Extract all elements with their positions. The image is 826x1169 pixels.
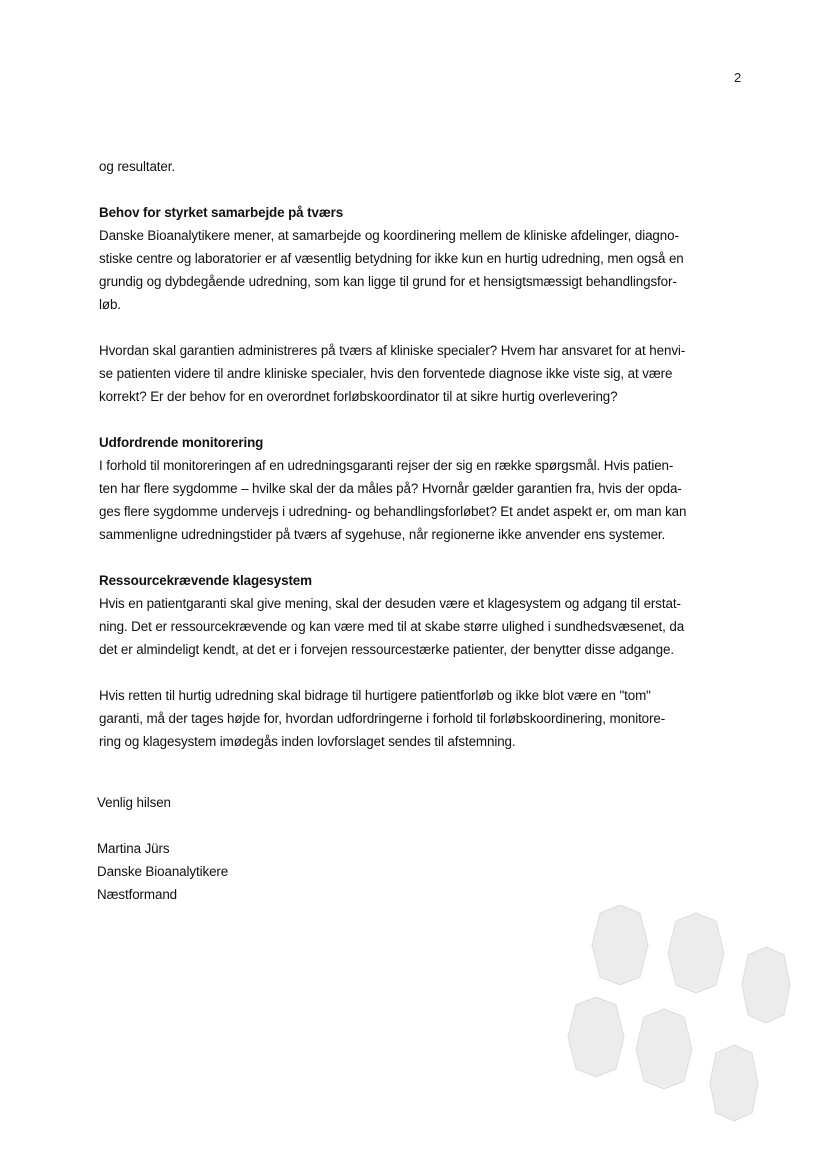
- paragraph-line: stiske centre og laboratorier er af væsentlig betydning for ikke kun en hurtig udredning, men også en: [99, 251, 684, 266]
- paragraph-line: ten har flere sygdomme – hvilke skal der da måles på? Hvornår gælder garantien fra, hvis der opda-: [99, 481, 682, 496]
- intro-line: og resultater.: [99, 159, 176, 174]
- paragraph-line: I forhold til monitoreringen af en udredningsgaranti rejser der sig en række spørgsmål. Hvis patien-: [99, 458, 674, 473]
- hexagon-logo-watermark: [560, 905, 800, 1169]
- paragraph-line: det er almindeligt kendt, at det er i forvejen ressourcestærke patienter, der benytter disse adgange.: [99, 642, 674, 657]
- paragraph-line: ning. Det er ressourcekrævende og kan være med til at skabe større ulighed i sundhedsvæsenet, da: [99, 619, 685, 634]
- paragraph-line: Hvordan skal garantien administreres på tværs af kliniske specialer? Hvem har ansvaret for at henvi-: [99, 343, 686, 358]
- paragraph-line: grundig og dybdegående udredning, som kan ligge til grund for et hensigtsmæssigt behandlingsfor-: [99, 274, 677, 289]
- paragraph-line: Hvis retten til hurtig udredning skal bidrage til hurtigere patientforløb og ikke blot være en "tom": [99, 688, 651, 703]
- paragraph-line: garanti, må der tages højde for, hvordan udfordringerne i forhold til forløbskoordinering, monitore-: [99, 711, 666, 726]
- paragraph-line: korrekt? Er der behov for en overordnet forløbskoordinator til at sikre hurtig overlevering?: [99, 389, 618, 404]
- paragraph-line: sammenligne udredningstider på tværs af sygehuse, når regionerne ikke anvender ens systemer.: [99, 527, 666, 542]
- heading-monitoring: Udfordrende monitorering: [99, 435, 264, 450]
- paragraph-line: løb.: [99, 297, 121, 312]
- page-number: 2: [734, 70, 742, 85]
- letter-body: [99, 155, 739, 753]
- heading-collaboration: Behov for styrket samarbejde på tværs: [99, 205, 344, 220]
- paragraph-line: se patienten videre til andre kliniske specialer, hvis den forventede diagnose ikke viste sig, at være: [99, 366, 673, 381]
- paragraph-line: ges flere sygdomme undervejs i udredning- og behandlingsforløbet? Et andet aspekt er, om man kan: [99, 504, 687, 519]
- paragraph-line: Hvis en patientgaranti skal give mening, skal der desuden være et klagesystem og adgang til erstat-: [99, 596, 681, 611]
- signer-name: Martina Jürs: [97, 841, 170, 856]
- closing-greeting: Venlig hilsen: [97, 795, 171, 810]
- signer-organization: Danske Bioanalytikere: [97, 864, 229, 879]
- paragraph-line: Danske Bioanalytikere mener, at samarbejde og koordinering mellem de kliniske afdelinger, diagno-: [99, 228, 679, 243]
- signer-title: Næstformand: [97, 887, 178, 902]
- signature-block: [97, 791, 228, 906]
- paragraph-line: ring og klagesystem imødegås inden lovforslaget sendes til afstemning.: [99, 734, 516, 749]
- heading-complaints: Ressourcekrævende klagesystem: [99, 573, 312, 588]
